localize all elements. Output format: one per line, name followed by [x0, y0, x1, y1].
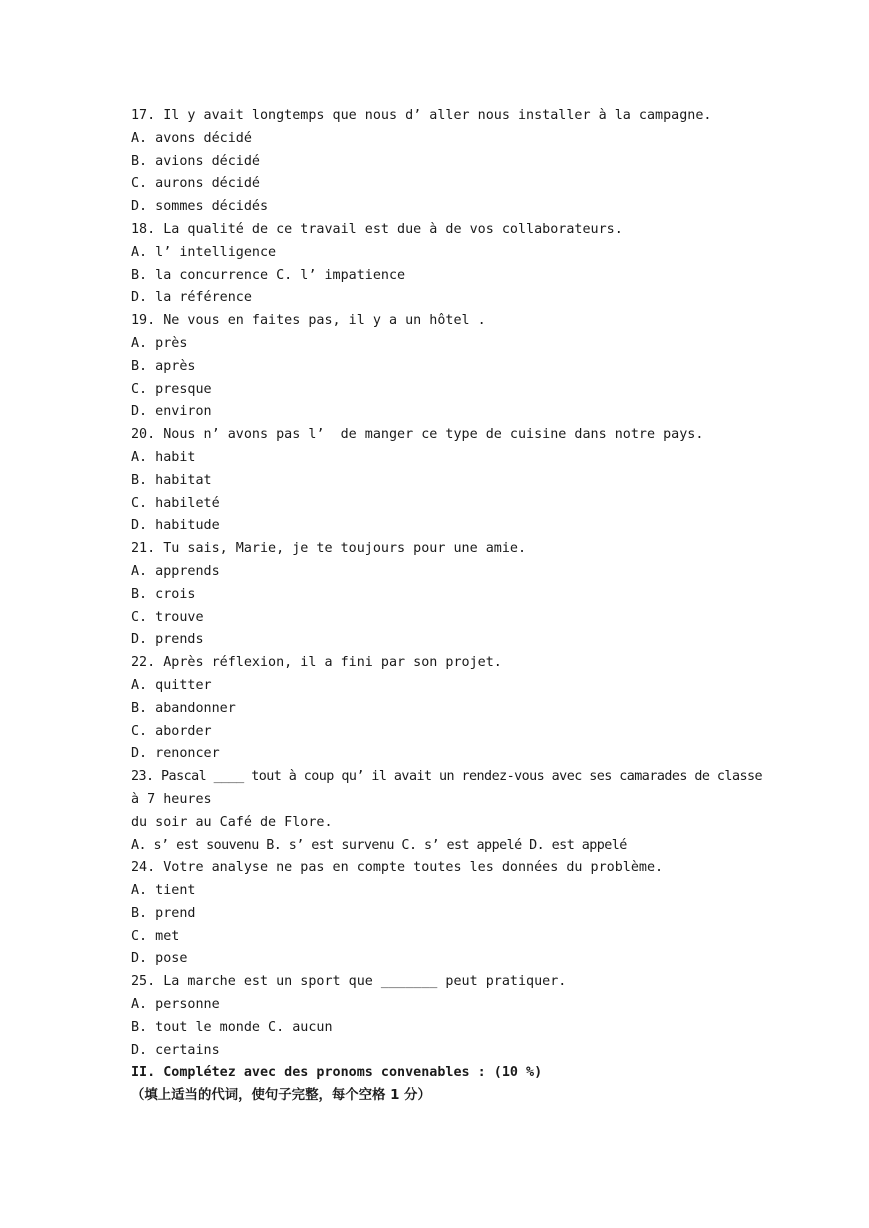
option-b: B. avions décidé	[131, 153, 260, 169]
question-21	[131, 538, 851, 652]
option-d: D. sommes décidés	[131, 199, 269, 215]
question-stem: 17. Il y avait longtemps que nous d’ aller nous installer à la campagne.	[131, 108, 712, 123]
option-a: A. avons décidé	[131, 130, 252, 146]
question-24	[131, 857, 851, 971]
option-d: D. la référence	[131, 290, 252, 306]
option-b: B. après	[131, 358, 196, 374]
option-a: A. quitter	[131, 677, 212, 693]
question-stem: 20. Nous n’ avons pas l’ de manger ce type de cuisine dans notre pays.	[131, 427, 704, 443]
option-d: D. habitude	[131, 518, 220, 534]
option-b: B. crois	[131, 586, 196, 602]
option-d: D. environ	[131, 404, 212, 420]
option-c: C. met	[131, 928, 180, 944]
question-18	[131, 219, 851, 310]
question-17	[131, 105, 851, 219]
question-stem: 21. Tu sais, Marie, je te toujours pour une amie.	[131, 541, 527, 557]
question-stem: 25. La marche est un sport que _______ peut pratiquer.	[131, 974, 567, 990]
option-b: B. abandonner	[131, 700, 236, 716]
section-instruction: （填上适当的代词，使句子完整，每个空格 1 分）	[131, 1088, 431, 1104]
question-stem: 22. Après réflexion, il a fini par son projet.	[131, 655, 502, 671]
option-d: D. renoncer	[131, 746, 220, 762]
option-a: A. personne	[131, 997, 220, 1013]
question-stem: 23. Pascal ____ tout à coup qu’ il avait un rendez-vous avec ses camarades de classe	[131, 769, 762, 785]
option-c: C. aurons décidé	[131, 176, 260, 192]
option-c: C. trouve	[131, 609, 204, 625]
section-heading: II. Complétez avec des pronoms convenables : (10 %)	[131, 1065, 543, 1081]
question-20	[131, 424, 851, 538]
option-a: A. tient	[131, 883, 196, 899]
option-c: C. habileté	[131, 495, 220, 511]
question-25	[131, 971, 851, 1062]
option-c: C. presque	[131, 381, 212, 397]
question-19	[131, 310, 851, 424]
question-stem-continued: à 7 heures	[131, 791, 212, 807]
option-d: D. pose	[131, 951, 188, 967]
option-a: A. habit	[131, 449, 196, 465]
option-d: D. prends	[131, 632, 204, 648]
option-d: D. certains	[131, 1042, 220, 1058]
option-a: A. l’ intelligence	[131, 244, 277, 260]
options-combined: A. s’ est souvenu B. s’ est survenu C. s’ est appelé D. est appelé	[131, 837, 627, 853]
question-stem: 24. Votre analyse ne pas en compte toutes les données du problème.	[131, 860, 664, 876]
option-a: A. apprends	[131, 563, 220, 579]
question-22	[131, 652, 851, 766]
option-b-c: B. tout le monde C. aucun	[131, 1019, 333, 1035]
option-b: B. prend	[131, 905, 196, 921]
question-23	[131, 766, 851, 857]
option-b-c: B. la concurrence C. l’ impatience	[131, 267, 406, 283]
option-a: A. près	[131, 335, 188, 351]
question-stem-continued: du soir au Café de Flore.	[131, 814, 333, 830]
question-stem: 18. La qualité de ce travail est due à de vos collaborateurs.	[131, 221, 623, 237]
question-stem: 19. Ne vous en faites pas, il y a un hôtel .	[131, 313, 486, 329]
option-b: B. habitat	[131, 472, 212, 488]
option-c: C. aborder	[131, 723, 212, 739]
document-page	[131, 105, 851, 1108]
